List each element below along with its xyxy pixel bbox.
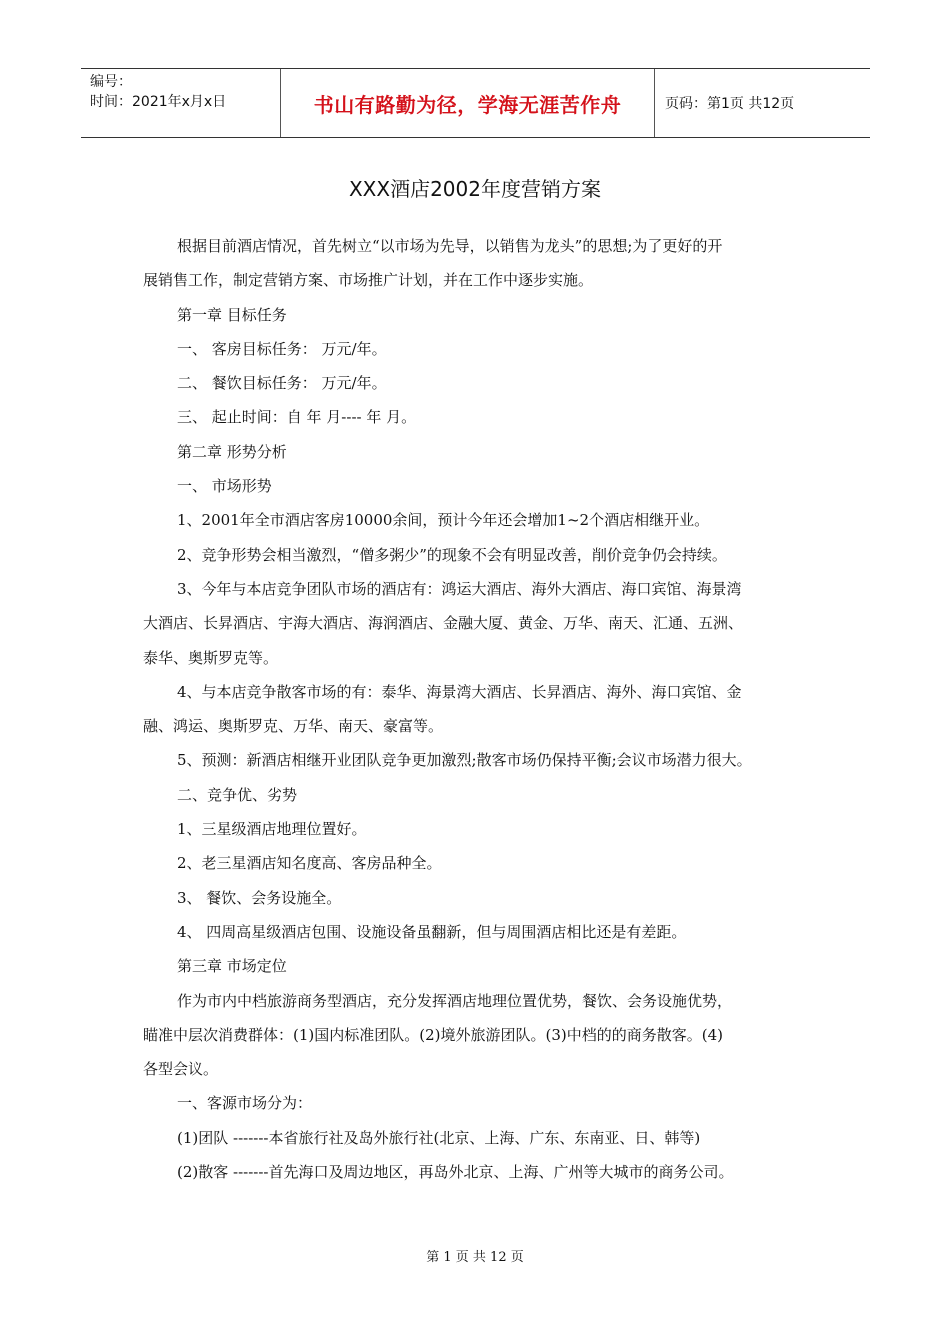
body-line: (1)团队 -------本省旅行社及岛外旅行社(北京、上海、广东、东南亚、日、韩等) — [177, 1128, 701, 1147]
body-line: 第二章 形势分析 — [177, 442, 287, 461]
time-label: 时间：2021年x月x日 — [90, 94, 227, 110]
body-line: (2)散客 -------首先海口及周边地区，再岛外北京、上海、广州等大城市的商务公司。 — [177, 1163, 734, 1182]
body-line: 作为市内中档旅游商务型酒店，充分发挥酒店地理位置优势，餐饮、会务设施优势， — [177, 991, 733, 1010]
body-line: 二、竞争优、劣势 — [177, 785, 298, 804]
header-motto: 书山有路勤为径，学海无涯苦作舟 — [281, 69, 655, 137]
document-body — [143, 229, 818, 1189]
body-line: 1、三星级酒店地理位置好。 — [177, 820, 367, 839]
body-line: 第一章 目标任务 — [177, 305, 287, 324]
body-line: 各型会议。 — [143, 1060, 219, 1079]
body-line: 1、2001年全市酒店客房10000余间，预计今年还会增加1~2个酒店相继开业。 — [177, 511, 710, 530]
body-line: 一、客源市场分为： — [177, 1094, 313, 1113]
page-footer: 第 1 页 共 12 页 — [426, 1250, 524, 1265]
body-line: 二、 餐饮目标任务： 万元/年。 — [177, 374, 387, 393]
body-line: 大酒店、长昇酒店、宇海大酒店、海润酒店、金融大厦、黄金、万华、南天、汇通、五洲、 — [143, 614, 744, 633]
document-title: XXX酒店2002年度营销方案 — [348, 177, 601, 201]
body-line: 第三章 市场定位 — [177, 957, 287, 976]
body-line: 融、鸿运、奥斯罗克、万华、南天、豪富等。 — [143, 717, 444, 736]
body-line: 4、与本店竞争散客市场的有：泰华、海景湾大酒店、长昇酒店、海外、海口宾馆、金 — [177, 682, 742, 701]
body-line: 展销售工作，制定营销方案、市场推广计划，并在工作中逐步实施。 — [143, 271, 594, 290]
body-line: 2、竞争形势会相当激烈，“僧多粥少”的现象不会有明显改善，削价竞争仍会持续。 — [177, 545, 727, 564]
body-line: 一、 客房目标任务： 万元/年。 — [177, 339, 387, 358]
body-line: 4、 四周高星级酒店包围、设施设备虽翻新，但与周围酒店相比还是有差距。 — [177, 922, 687, 941]
header-meta — [81, 69, 281, 137]
body-line: 根据目前酒店情况，首先树立“以市场为先导，以销售为龙头”的思想;为了更好的开 — [177, 237, 723, 255]
body-line: 泰华、奥斯罗克等。 — [143, 648, 279, 667]
body-line: 3、今年与本店竞争团队市场的酒店有：鸿运大酒店、海外大酒店、海口宾馆、海景湾 — [177, 579, 742, 598]
body-line: 三、 起止时间：自 年 月---- 年 月。 — [177, 408, 417, 427]
body-line: 5、预测：新酒店相继开业团队竞争更加激烈;散客市场仍保持平衡;会议市场潜力很大。 — [177, 751, 752, 770]
number-label: 编号： — [90, 74, 132, 90]
page-header — [81, 68, 870, 138]
body-line: 一、 市场形势 — [177, 477, 272, 496]
body-line: 2、老三星酒店知名度高、客房品种全。 — [177, 854, 442, 873]
body-line: 3、 餐饮、会务设施全。 — [177, 888, 342, 907]
header-page-info: 页码：第1页 共12页 — [665, 96, 795, 112]
body-line: 瞄准中层次消费群体：(1)国内标准团队。(2)境外旅游团队。(3)中档的的商务散客。(4) — [143, 1025, 723, 1044]
